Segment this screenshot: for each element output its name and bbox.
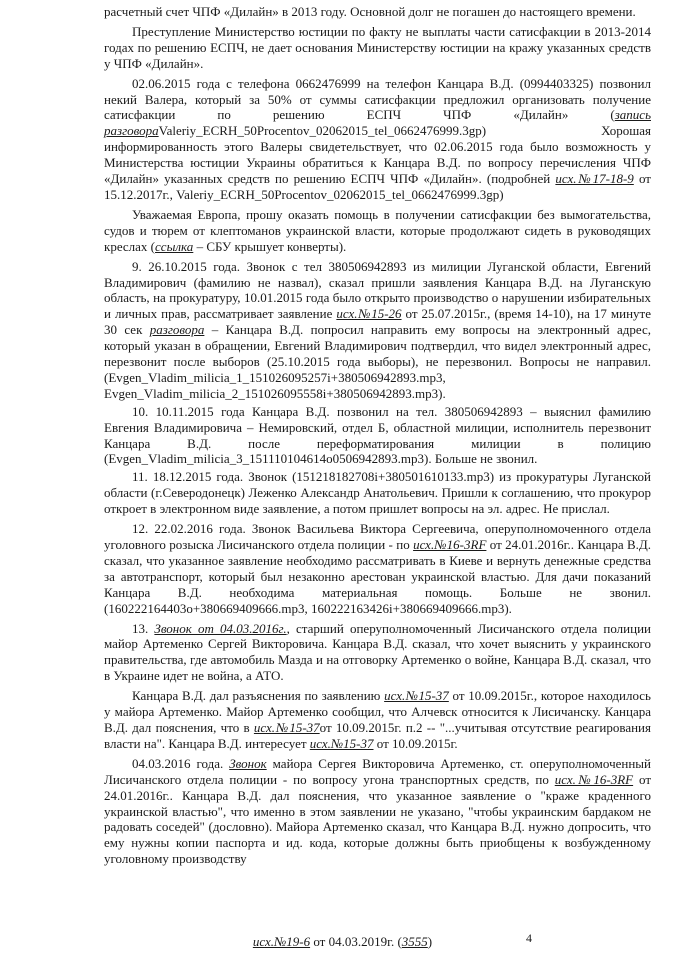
call-link[interactable]: Звонок xyxy=(229,755,267,771)
paragraph-item-9 xyxy=(104,259,651,402)
text: от 24.01.2016г.. Канцара В.Д. дал пояснения, что указанное заявление о "краже краденного украинской властью", что именно в этом заявлении не указано, "чтобы украинским бардаком не радовать соседей" (дословно). Майора Артеменко сказал, что Канцара В.Д. нужно допросить, что ему нужны копии паспорта и ид. кода, которые должны быть приобщены к возбужденному уголовному производству xyxy=(104,771,651,867)
reference-link[interactable]: исх.№16-3RF xyxy=(554,771,634,787)
footer-text: ) xyxy=(427,934,433,949)
text: 9. 26.10.2015 года. Звонок с тел 380506942893 из милиции Луганской области, Евгений Владимирович (фамилию не назвал), сказал пришли заявления Канцара В.Д. на Луганскую область, на прокуратуру, 10.01.2015 года было открыто производство о нарушении избирательных и личных прав, рассматривает заявление xyxy=(104,258,651,322)
paragraph-item-11 xyxy=(104,469,651,517)
text: от 10.09.2015г., которое находилось у майора Артеменко. Майор Артеменко сообщил, что Алчевск относится к Лисичанску. Канцара В.Д. дал пояснения, что в xyxy=(104,688,651,735)
paragraph-item-10 xyxy=(104,404,651,468)
footer-text: от 04.03.2019г. ( xyxy=(310,934,402,949)
text: Valeriy_ECRH_50Procentov_02062015_tel_0662476999.3gp) Хорошая информированность этого Валеры свидетельствует, что 02.06.2015 года было возможность у Министерства юстиции Украины обратиться к Канцара В.Д. по вопросу перечисления ЧПФ «Дилайн» указанных средств по решению ЕСПЧ ЧПФ «Дилайн». (подробней xyxy=(104,123,651,187)
text: от 24.01.2016г.. Канцара В.Д. сказал, что указанное заявление необходимо рассматривать в Киеве и вернуть денежные средства за автотранспорт, который был незаконно арестован украинской властью. Для дачи показаний Канцара В.Д. необходима материальная помощь. Больше не звонил. (160222164403o+380669409666.mp3, 160222163426i+380669409666.mp3). xyxy=(104,537,652,616)
paragraph-item-13 xyxy=(104,621,651,685)
paragraph-explanations xyxy=(104,688,651,752)
reference-link[interactable]: исх.№17-18-9 xyxy=(555,171,634,187)
text: от 10.09.2015г. xyxy=(373,735,458,751)
text: расчетный счет ЧПФ «Дилайн» в 2013 году. Основной долг не погашен до настоящего времени. xyxy=(104,4,636,19)
paragraph-ministry-justice xyxy=(104,24,651,72)
text: 13. xyxy=(132,620,155,636)
page-number: 4 xyxy=(526,931,532,945)
text: 12. 22.02.2016 года. Звонок Васильева Виктора Сергеевича, оперуполномоченного отдела уголовного розыска Лисичанского отдела полиции - по xyxy=(104,521,651,552)
text: 04.03.2016 года. xyxy=(132,755,230,771)
reference-link[interactable]: исх.№15-37 xyxy=(384,688,449,704)
text: Уважаемая Европа, прошу оказать помощь в получении сатисфакции без вымогательства, судов и тюрем от клептоманов украинской власти, которые продолжают сидеть в руководящих креслах ( xyxy=(104,206,651,254)
text: Преступление Министерство юстиции по факту не выплаты части сатисфакции в 2013-2014 годах по решению ЕСПЧ, не дает основания Министерству юстиции на кражу указанных средств у ЧПФ «Дилайн». xyxy=(104,23,651,71)
call-link[interactable]: Звонок от 04.03.2016г. xyxy=(154,620,287,636)
text: майора Сергея Викторовича Артеменко, ст. оперуполномоченный Лисичанского отдела полиции - по вопросу угона транспортных средств, по xyxy=(104,755,651,787)
text: – Канцара В.Д. попросил направить ему вопросы на электронный адрес, который указан в обращении, Евгений Владимирович подтвердил, что видел электронный адрес, перезвонит после выборов (25.10.2015 года выборы), не перезвонил. Вопросы не направил. (Evgen_Vladim_milicia_1_151026095257i+380506942893.mp3, Evgen_Vladim_milicia_2_151026095558i+380506942893.mp3). xyxy=(104,322,651,401)
paragraph-item-12 xyxy=(104,521,651,616)
paragraph-valera-call xyxy=(104,76,651,203)
reference-link[interactable]: исх.№16-3RF xyxy=(413,537,487,552)
text: 02.06.2015 года с телефона 0662476999 на телефон Канцара В.Д. (0994403325) позвонил некий Валера, который за 50% от суммы сатисфакции предложил организовать получение сатисфакции по решению ЕСПЧ ЧПФ «Дилайн» ( xyxy=(104,75,651,123)
text: 11. 18.12.2015 года. Звонок (151218182708i+380501610133.mp3) из прокуратуры Луганской области (г.Северодонецк) Леженко Александр Анатольевич. Пришли к соглашению, что прокурор откроет в электронном виде заявление, а потом пришлет вопросы на эл. адрес. Не прислал. xyxy=(104,469,651,517)
footer-reference-link[interactable]: исх.№19-6 xyxy=(252,934,311,949)
link[interactable]: ссылка xyxy=(155,238,194,254)
text: от 10.09.2015г. п.2 -- "...учитывая отсутствие реагирования власти на". Канцара В.Д. интересует xyxy=(104,719,651,751)
text: 10. 10.11.2015 года Канцара В.Д. позвонил на тел. 380506942893 – выяснил фамилию Евгения Владимировича – Немировский, отдел Б, областной милиции, исполнитель перезвонит Канцара В.Д. после переформатирования милиции в полицию (Evgen_Vladim_milicia_3_151110104614o0506942893.mp3). Больше не звонил. xyxy=(104,403,651,467)
reference-link[interactable]: исх.№15-26 xyxy=(336,306,402,322)
document-footer xyxy=(0,934,685,950)
paragraph-continuation xyxy=(104,4,651,20)
text: – СБУ крышует конверты). xyxy=(193,238,347,254)
text: от 15.12.2017г., Valeriy_ECRH_50Procentov_02062015_tel_0662476999.3gp) xyxy=(104,171,651,202)
text: , старший оперуполномоченный Лисичанского отдела полиции майор Артеменко Сергей Викторовича. Канцара В.Д. сказал, что хочет выяснить у украинского правительства, где автомобиль Мазда и на отговорку Артеменко о войне, Канцара В.Д. сказал, что в Украине идет не война, а АТО. xyxy=(104,620,651,684)
recording-link[interactable]: запись разговора xyxy=(104,107,651,139)
paragraph-artemenko-call xyxy=(104,756,651,867)
conversation-link[interactable]: разговора xyxy=(149,322,205,338)
footer-number-link[interactable]: 3555 xyxy=(401,934,428,949)
text: Канцара В.Д. дал разъяснения по заявлению xyxy=(132,688,385,704)
reference-link[interactable]: исх.№15-37 xyxy=(253,719,320,735)
text: от 25.07.2015г., (время 14-10), на 17 минуте 30 сек xyxy=(104,306,652,338)
reference-link[interactable]: исх.№15-37 xyxy=(309,735,374,751)
paragraph-appeal-europe xyxy=(104,207,651,255)
